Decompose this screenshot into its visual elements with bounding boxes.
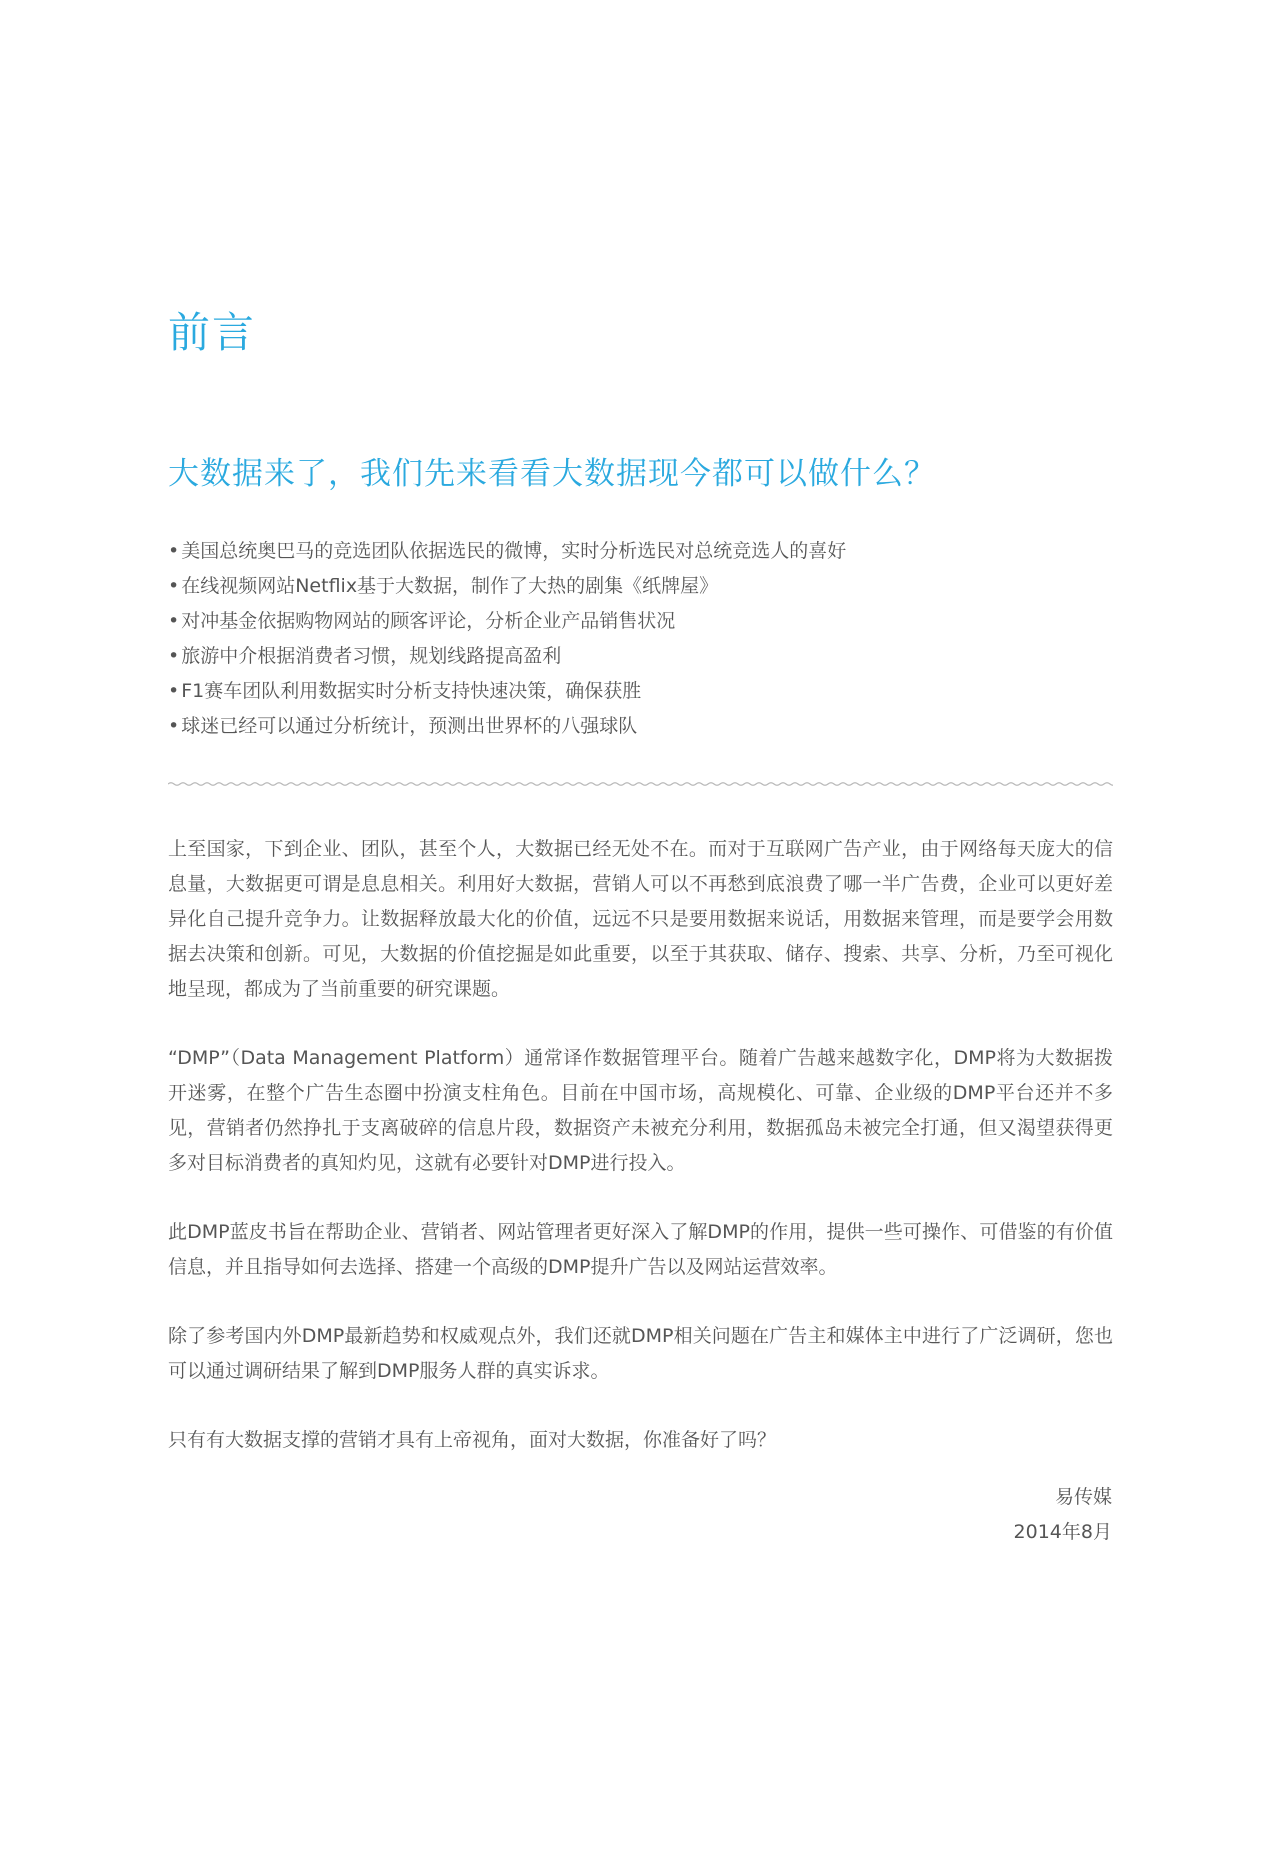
list-item-text: 旅游中介根据消费者习惯，规划线路提高盈利 (181, 645, 562, 667)
paragraph: 此DMP蓝皮书旨在帮助企业、营销者、网站管理者更好深入了解DMP的作用，提供一些可操作、可借鉴的有价值信息，并且指导如何去选择、搭建一个高级的DMP提升广告以及网站运营效率。 (168, 1221, 1113, 1278)
page-title: 前言 (168, 308, 257, 357)
list-item (168, 534, 1128, 569)
list-item-text: 在线视频网站Netflix基于大数据，制作了大热的剧集《纸牌屋》 (181, 575, 719, 597)
list-item-text: 球迷已经可以通过分析统计，预测出世界杯的八强球队 (181, 715, 638, 737)
bullet-icon: • (168, 610, 180, 632)
list-item (168, 569, 1128, 604)
wavy-divider-line (168, 783, 1113, 786)
bullet-icon: • (168, 575, 180, 597)
bullet-icon: • (168, 540, 180, 562)
signature-date: 2014年8月 (1013, 1521, 1112, 1543)
paragraph: “DMP”（Data Management Platform）通常译作数据管理平台。随着广告越来越数字化，DMP将为大数据拨开迷雾，在整个广告生态圈中扮演支柱角色。目前在中国市场，高规模化、可靠、企业级的DMP平台还并不多见，营销者仍然挣扎于支离破碎的信息片段，数据资产未被充分利用，数据孤岛未被完全打通，但又渴望获得更多对目标消费者的真知灼见，这就有必要针对DMP进行投入。 (168, 1047, 1113, 1174)
signature-author: 易传媒 (1054, 1486, 1112, 1508)
list-item (168, 674, 1128, 709)
paragraph: 除了参考国内外DMP最新趋势和权威观点外，我们还就DMP相关问题在广告主和媒体主中进行了广泛调研，您也可以通过调研结果了解到DMP服务人群的真实诉求。 (168, 1325, 1113, 1382)
section-heading: 大数据来了，我们先来看看大数据现今都可以做什么？ (168, 456, 936, 492)
list-item (168, 639, 1128, 674)
body-text (168, 832, 1113, 1492)
bullet-icon: • (168, 645, 180, 667)
list-item (168, 709, 1128, 744)
wavy-divider (168, 776, 1113, 792)
list-item (168, 604, 1128, 639)
paragraph: 上至国家，下到企业、团队，甚至个人，大数据已经无处不在。而对于互联网广告产业，由于网络每天庞大的信息量，大数据更可谓是息息相关。利用好大数据，营销人可以不再愁到底浪费了哪一半广告费，企业可以更好差异化自己提升竞争力。让数据释放最大化的价值，远远不只是要用数据来说话，用数据来管理，而是要学会用数据去决策和创新。可见，大数据的价值挖掘是如此重要，以至于其获取、储存、搜索、共享、分析，乃至可视化地呈现，都成为了当前重要的研究课题。 (168, 838, 1113, 1000)
list-item-text: 美国总统奥巴马的竞选团队依据选民的微博，实时分析选民对总统竞选人的喜好 (181, 540, 847, 562)
paragraph: 只有有大数据支撑的营销才具有上帝视角，面对大数据，你准备好了吗？ (168, 1429, 777, 1451)
list-item-text: F1赛车团队利用数据实时分析支持快速决策，确保获胜 (181, 680, 642, 702)
bullet-icon: • (168, 715, 180, 737)
signature-block (1014, 1480, 1112, 1550)
bullet-icon: • (168, 680, 180, 702)
bullet-list (168, 534, 1128, 744)
list-item-text: 对冲基金依据购物网站的顾客评论，分析企业产品销售状况 (181, 610, 676, 632)
